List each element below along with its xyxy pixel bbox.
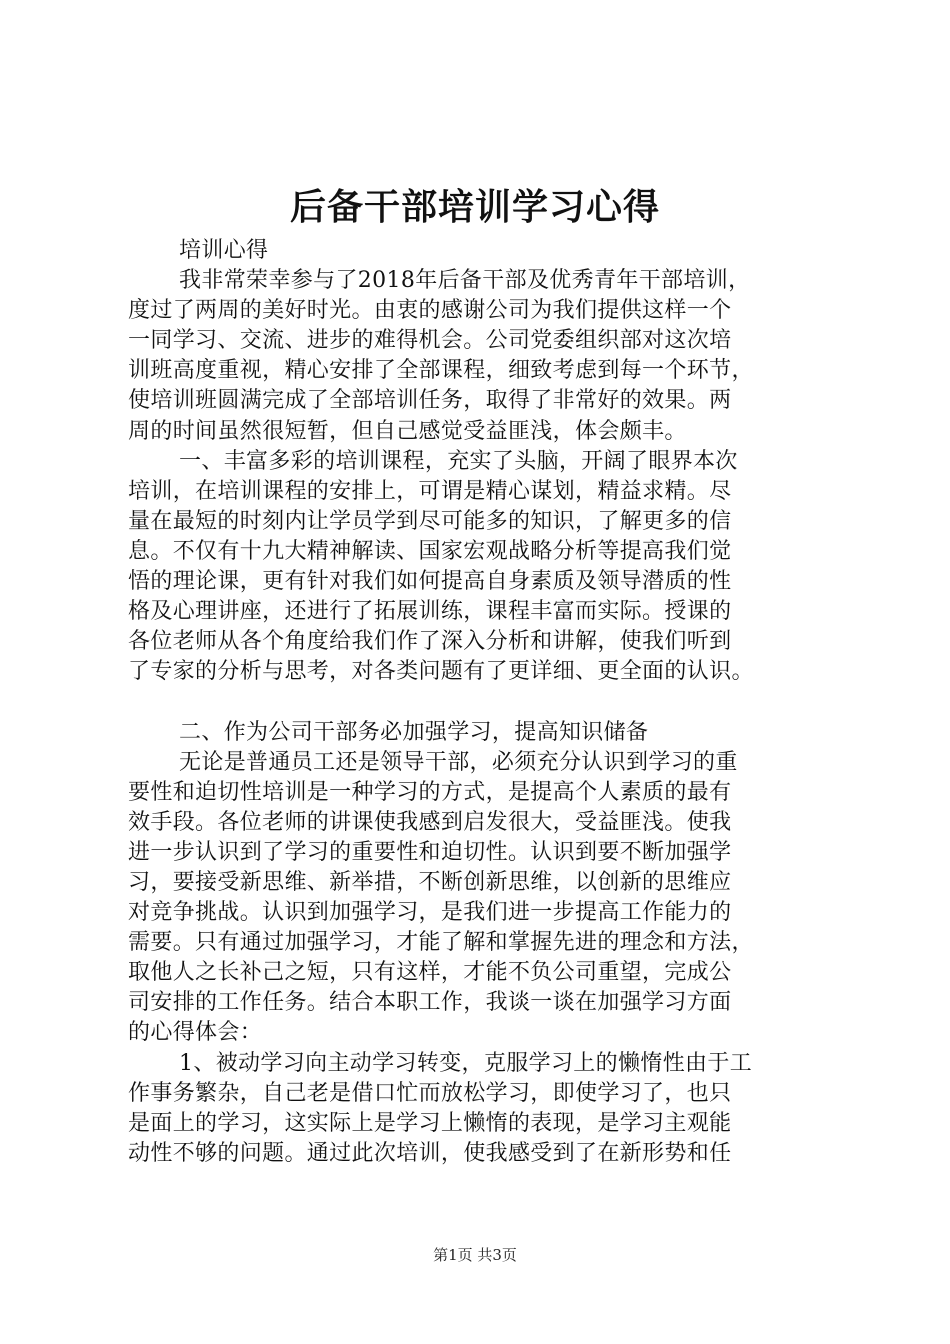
- blank-line: [128, 687, 848, 717]
- text-line: 我非常荣幸参与了2018年后备干部及优秀青年干部培训，: [179, 268, 751, 294]
- text-line: 进一步认识到了学习的重要性和迫切性。认识到要不断加强学: [128, 839, 732, 865]
- text-line: 悟的理论课，更有针对我们如何提高自身素质及领导潜质的性: [128, 569, 732, 595]
- text-line: 习，要接受新思维、新举措，不断创新思维，以创新的思维应: [128, 869, 732, 895]
- document-body: [128, 236, 848, 1169]
- text-line: 息。不仅有十九大精神解读、国家宏观战略分析等提高我们觉: [128, 538, 732, 564]
- text-line: 对竞争挑战。认识到加强学习，是我们进一步提高工作能力的: [128, 900, 732, 926]
- text-line: 取他人之长补己之短，只有这样，才能不负公司重望，完成公: [128, 960, 732, 986]
- text-line: 作事务繁杂，自己老是借口忙而放松学习，即使学习了，也只: [128, 1080, 732, 1106]
- page-number-footer: 第1页 共3页: [433, 1246, 517, 1264]
- text-line: 格及心理讲座，还进行了拓展训练，课程丰富而实际。授课的: [128, 599, 732, 625]
- text-line: 一同学习、交流、进步的难得机会。公司党委组织部对这次培: [128, 328, 732, 354]
- text-line: 使培训班圆满完成了全部培训任务，取得了非常好的效果。两: [128, 388, 732, 414]
- text-line: 的心得体会：: [128, 1020, 263, 1046]
- text-line: 要性和迫切性培训是一种学习的方式，是提高个人素质的最有: [128, 779, 732, 805]
- text-line: 培训心得: [179, 238, 269, 263]
- text-line: 各位老师从各个角度给我们作了深入分析和讲解，使我们听到: [128, 629, 732, 655]
- text-line: 司安排的工作任务。结合本职工作，我谈一谈在加强学习方面: [128, 990, 732, 1016]
- text-line: 效手段。各位老师的讲课使我感到启发很大，受益匪浅。使我: [128, 809, 732, 835]
- text-line: 需要。只有通过加强学习，才能了解和掌握先进的理念和方法，: [128, 930, 754, 956]
- text-line: 培训，在培训课程的安排上，可谓是精心谋划，精益求精。尽: [128, 478, 732, 504]
- text-line: 周的时间虽然很短暂，但自己感觉受益匪浅，体会颇丰。: [128, 418, 687, 444]
- text-line: 是面上的学习，这实际上是学习上懒惰的表现，是学习主观能: [128, 1110, 732, 1136]
- text-line: 1、被动学习向主动学习转变，克服学习上的懒惰性由于工: [179, 1050, 753, 1076]
- text-line: 一、丰富多彩的培训课程，充实了头脑，开阔了眼界本次: [179, 448, 738, 474]
- text-line: 训班高度重视，精心安排了全部课程，细致考虑到每一个环节，: [128, 358, 754, 384]
- text-line: 了专家的分析与思考，对各类问题有了更详细、更全面的认识。: [128, 659, 754, 685]
- text-line: 二、作为公司干部务必加强学习，提高知识储备: [179, 719, 649, 745]
- text-line: 度过了两周的美好时光。由衷的感谢公司为我们提供这样一个: [128, 298, 732, 324]
- text-line: 动性不够的问题。通过此次培训，使我感受到了在新形势和任: [128, 1140, 732, 1166]
- text-line: 无论是普通员工还是领导干部，必须充分认识到学习的重: [179, 749, 738, 775]
- text-line: 量在最短的时刻内让学员学到尽可能多的知识，了解更多的信: [128, 508, 732, 534]
- document-title: 后备干部培训学习心得: [289, 186, 660, 228]
